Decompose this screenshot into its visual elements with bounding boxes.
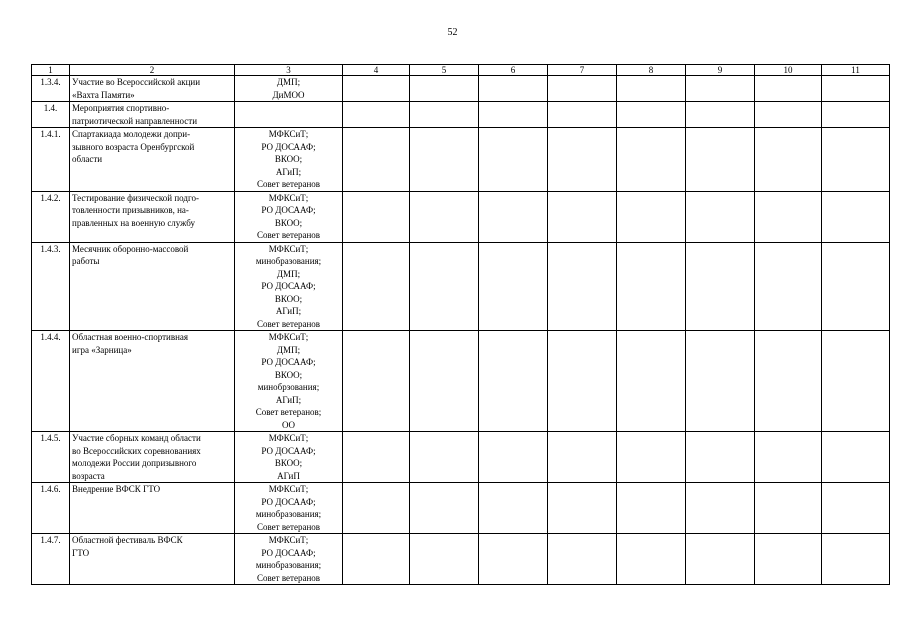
empty-cell xyxy=(410,331,479,432)
row-number: 1.4.1. xyxy=(32,128,70,192)
empty-cell xyxy=(617,483,686,534)
empty-cell xyxy=(822,76,890,102)
empty-cell xyxy=(617,242,686,331)
column-header: 6 xyxy=(479,65,548,76)
event-name xyxy=(70,191,235,242)
executor-line: ДМП; xyxy=(276,77,301,87)
empty-cell xyxy=(822,331,890,432)
executors-cell xyxy=(235,76,343,102)
empty-cell xyxy=(686,483,755,534)
empty-cell xyxy=(479,534,548,585)
executor-line: ВКОО; xyxy=(274,293,303,304)
event-name-line: Участие во Всероссийской акции xyxy=(72,77,201,87)
empty-cell xyxy=(343,128,410,192)
table-row xyxy=(32,242,890,331)
column-header: 8 xyxy=(617,65,686,76)
table-row xyxy=(32,483,890,534)
table-row xyxy=(32,128,890,192)
empty-cell xyxy=(410,483,479,534)
executor-line: МФКСиТ; xyxy=(268,535,309,545)
executor-line: РО ДОСААФ; xyxy=(261,281,316,291)
table-row xyxy=(32,76,890,102)
empty-cell xyxy=(410,76,479,102)
plan-table xyxy=(31,64,890,585)
header-row xyxy=(32,65,890,76)
empty-cell xyxy=(822,483,890,534)
executor-line: МФКСиТ; xyxy=(268,129,309,139)
executor-line: минобрзования; xyxy=(257,382,320,392)
column-header: 4 xyxy=(343,65,410,76)
empty-cell xyxy=(343,102,410,128)
empty-cell xyxy=(617,331,686,432)
empty-cell xyxy=(548,191,617,242)
executor-line: Совет ветеранов xyxy=(256,318,321,329)
executor-line: АГиП xyxy=(277,470,300,481)
row-number: 1.3.4. xyxy=(32,76,70,102)
row-number: 1.4.6. xyxy=(32,483,70,534)
event-name-line: «Вахта Памяти» xyxy=(72,89,135,100)
event-name-line: игра «Зарница» xyxy=(72,344,132,355)
executor-line: МФКСиТ; xyxy=(268,192,309,203)
empty-cell xyxy=(343,76,410,102)
executors-cell xyxy=(235,331,343,432)
empty-cell xyxy=(343,432,410,483)
executor-line: ВКОО; xyxy=(274,458,303,468)
column-header: 2 xyxy=(70,65,235,76)
empty-cell xyxy=(686,128,755,192)
empty-cell xyxy=(617,76,686,102)
row-number: 1.4.3. xyxy=(32,242,70,331)
column-header: 11 xyxy=(822,65,890,76)
executors-cell xyxy=(235,483,343,534)
empty-cell xyxy=(479,331,548,432)
empty-cell xyxy=(548,534,617,585)
event-name xyxy=(70,76,235,102)
row-number: 1.4.4. xyxy=(32,331,70,432)
executor-line: минобразования; xyxy=(255,560,322,570)
event-name-line: Областной фестиваль ВФСК xyxy=(72,535,183,545)
executor-line: ДМП; xyxy=(276,344,301,355)
empty-cell xyxy=(548,76,617,102)
empty-cell xyxy=(755,331,822,432)
event-name-line: Внедрение ВФСК ГТО xyxy=(72,484,161,494)
empty-cell xyxy=(617,128,686,192)
table-body xyxy=(32,76,890,585)
empty-cell xyxy=(822,432,890,483)
empty-cell xyxy=(755,242,822,331)
empty-cell xyxy=(343,483,410,534)
page-number: 52 xyxy=(447,27,458,38)
executor-line: ВКОО; xyxy=(274,154,303,164)
event-name-line: патриотической направленности xyxy=(72,115,198,126)
row-number: 1.4.2. xyxy=(32,191,70,242)
empty-cell xyxy=(755,76,822,102)
event-name-line: товленности призывников, на- xyxy=(72,205,189,215)
executor-line: РО ДОСААФ; xyxy=(261,445,316,456)
empty-cell xyxy=(822,128,890,192)
executor-line: МФКСиТ; xyxy=(268,243,309,254)
executors-cell xyxy=(235,102,343,128)
executor-line: МФКСиТ; xyxy=(268,332,309,342)
empty-cell xyxy=(479,128,548,192)
empty-cell xyxy=(686,191,755,242)
table-row xyxy=(32,534,890,585)
empty-cell xyxy=(755,534,822,585)
empty-cell xyxy=(479,191,548,242)
empty-cell xyxy=(617,432,686,483)
executor-line: РО ДОСААФ; xyxy=(261,357,316,367)
empty-cell xyxy=(755,483,822,534)
event-name-line: ГТО xyxy=(72,547,90,558)
empty-cell xyxy=(822,102,890,128)
column-header: 7 xyxy=(548,65,617,76)
executor-line: АГиП; xyxy=(275,394,302,405)
event-name-line: Областная военно-спортивная xyxy=(72,332,189,342)
executor-line: ДМП; xyxy=(276,268,301,279)
event-name-line: Мероприятия спортивно- xyxy=(72,103,170,113)
event-name-line: области xyxy=(72,154,103,164)
empty-cell xyxy=(479,242,548,331)
empty-cell xyxy=(822,191,890,242)
empty-cell xyxy=(410,191,479,242)
table-row xyxy=(32,331,890,432)
empty-cell xyxy=(686,242,755,331)
executor-line: ДиМОО xyxy=(272,89,305,100)
empty-cell xyxy=(479,432,548,483)
empty-cell xyxy=(410,102,479,128)
empty-cell xyxy=(686,331,755,432)
empty-cell xyxy=(617,102,686,128)
executor-line: ОО xyxy=(282,419,295,430)
empty-cell xyxy=(548,102,617,128)
table-row xyxy=(32,191,890,242)
column-header: 10 xyxy=(755,65,822,76)
executors-cell xyxy=(235,534,343,585)
empty-cell xyxy=(343,191,410,242)
empty-cell xyxy=(822,242,890,331)
event-name-line: Тестирование физической подго- xyxy=(72,192,199,203)
empty-cell xyxy=(479,102,548,128)
empty-cell xyxy=(410,534,479,585)
empty-cell xyxy=(548,432,617,483)
executor-line: ВКОО; xyxy=(274,217,303,228)
empty-cell xyxy=(343,534,410,585)
empty-cell xyxy=(343,242,410,331)
empty-cell xyxy=(479,76,548,102)
event-name-line: Месячник оборонно-массовой xyxy=(72,243,189,254)
event-name-line: зывного возраста Оренбургской xyxy=(72,141,195,152)
column-header: 9 xyxy=(686,65,755,76)
event-name xyxy=(70,483,235,534)
table-row xyxy=(32,102,890,128)
executor-line: АГиП; xyxy=(275,166,302,177)
executor-line: ВКОО; xyxy=(274,369,303,380)
event-name-line: возраста xyxy=(72,470,105,481)
event-name-line: Спартакиада молодежи допри- xyxy=(72,129,191,139)
empty-cell xyxy=(822,534,890,585)
empty-cell xyxy=(686,432,755,483)
event-name-line: молодежи России допризывного xyxy=(72,458,197,468)
empty-cell xyxy=(617,534,686,585)
event-name-line: работы xyxy=(72,256,100,266)
empty-cell xyxy=(410,242,479,331)
event-name-line: правленных на военную службу xyxy=(72,217,196,228)
row-number: 1.4. xyxy=(32,102,70,128)
empty-cell xyxy=(686,534,755,585)
empty-cell xyxy=(686,76,755,102)
row-number: 1.4.7. xyxy=(32,534,70,585)
empty-cell xyxy=(755,128,822,192)
empty-cell xyxy=(548,483,617,534)
executor-line: Совет ветеранов xyxy=(256,572,321,583)
event-name xyxy=(70,102,235,128)
event-name xyxy=(70,331,235,432)
column-header: 3 xyxy=(235,65,343,76)
executors-cell xyxy=(235,242,343,331)
executors-cell xyxy=(235,128,343,192)
empty-cell xyxy=(410,432,479,483)
empty-cell xyxy=(343,331,410,432)
executor-line: РО ДОСААФ; xyxy=(261,141,316,152)
event-name xyxy=(70,534,235,585)
empty-cell xyxy=(548,128,617,192)
executors-cell xyxy=(235,432,343,483)
executor-line: МФКСиТ; xyxy=(268,484,309,494)
row-number: 1.4.5. xyxy=(32,432,70,483)
empty-cell xyxy=(686,102,755,128)
event-name xyxy=(70,128,235,192)
executor-line: РО ДОСААФ; xyxy=(261,205,316,215)
executor-line: МФКСиТ; xyxy=(268,433,309,443)
column-header: 1 xyxy=(32,65,70,76)
executor-line: Совет ветеранов xyxy=(256,521,321,532)
event-name xyxy=(70,242,235,331)
empty-cell xyxy=(548,331,617,432)
empty-cell xyxy=(755,432,822,483)
column-header: 5 xyxy=(410,65,479,76)
empty-cell xyxy=(755,102,822,128)
executors-cell xyxy=(235,191,343,242)
executor-line: Совет ветеранов xyxy=(256,230,321,240)
event-name-line: во Всероссийских соревнованиях xyxy=(72,445,201,456)
empty-cell xyxy=(479,483,548,534)
executor-line: РО ДОСААФ; xyxy=(261,496,316,507)
empty-cell xyxy=(548,242,617,331)
executor-line: минобразования; xyxy=(255,256,322,266)
event-name xyxy=(70,432,235,483)
empty-cell xyxy=(410,128,479,192)
table-row xyxy=(32,432,890,483)
executor-line: РО ДОСААФ; xyxy=(261,547,316,558)
executor-line: Совет ветеранов; xyxy=(255,407,322,417)
event-name-line: Участие сборных команд области xyxy=(72,433,201,443)
empty-cell xyxy=(755,191,822,242)
executor-line: Совет ветеранов xyxy=(256,179,321,189)
executor-line: минобразования; xyxy=(255,509,322,519)
executor-line: АГиП; xyxy=(275,306,302,316)
empty-cell xyxy=(617,191,686,242)
